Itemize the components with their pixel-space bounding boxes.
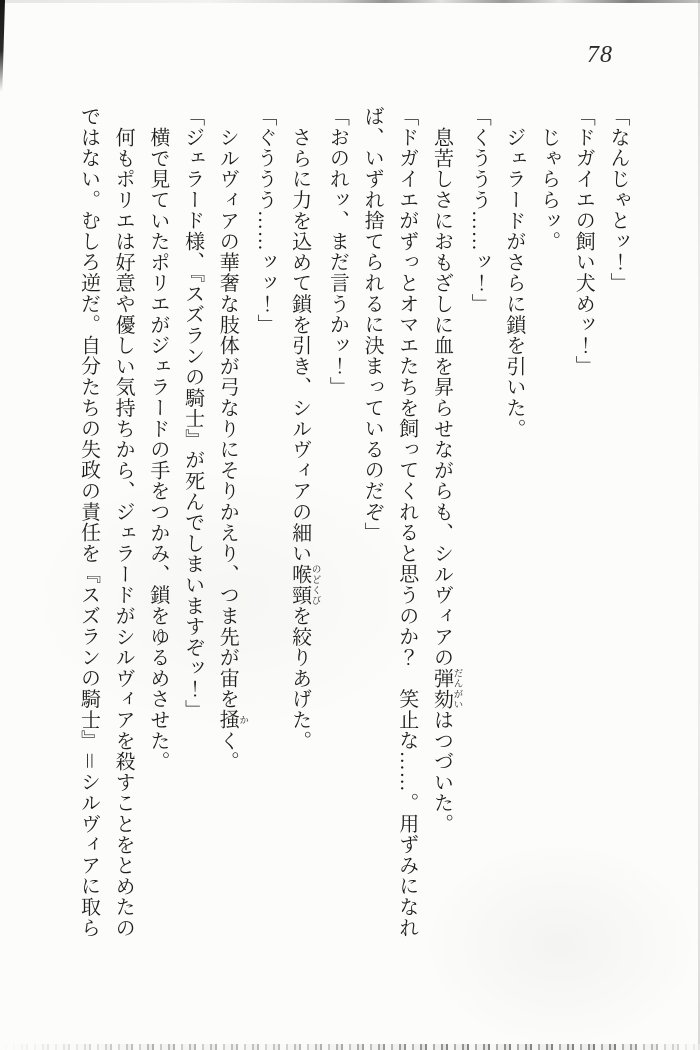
text-line-14: 横で見ていたポリエがジェラードの手をつかみ、鎖をゆるめさせた。 <box>146 127 169 772</box>
page-number: 78 <box>587 42 613 68</box>
scan-artifact-bottom-edge <box>0 1044 700 1050</box>
text-block <box>71 106 635 951</box>
text-line-7: 「ドガイエがずっとオマエたちを飼ってくれると思うのか？ 笑止な……。用ずみになれ <box>395 106 418 938</box>
text-line-12: シルヴィアの華奢な肢体が弓なりにそりかえり、つま先が宙を掻 かく。 <box>216 127 248 772</box>
text-line-2: 「ドガイエの飼い犬めッ！」 <box>572 106 595 377</box>
text-line-4: ジェラードがさらに鎖を引いた。 <box>502 127 525 439</box>
text-line-11: 「ぐううう……ッッ！」 <box>253 106 276 335</box>
text-line-16: ではない。むしろ逆だ。自分たちの失政の責任を『スズランの騎士』＝シルヴィアに取ら <box>77 106 100 938</box>
text-line-15: 何もポリエは好意や優しい気持ちから、ジェラードがシルヴィアを殺すことをとめたの <box>112 127 135 939</box>
ruby-annotated-word: 掻 か <box>216 709 248 731</box>
ruby-annotated-word: 弾劾 だんがい <box>430 667 462 710</box>
text-line-3: じゃららッ。 <box>537 127 560 252</box>
text-line-8: ば、いずれ捨てられるに決まっているのだぞ」 <box>361 106 384 543</box>
ruby-annotated-word: 喉頸 のどくび <box>288 563 320 606</box>
text-line-1: 「なんじゃとッ！」 <box>607 106 629 294</box>
text-line-9: 「おのれッ、まだ言うかッ！」 <box>326 106 349 398</box>
text-line-13: 「ジェラード様、『スズランの騎士』が死んでしまいますぞッ！」 <box>181 106 204 720</box>
text-line-6: 息苦しさにおもざしに血を昇らせながらも、シルヴィアの弾劾 だんがいはつづいた。 <box>430 127 462 835</box>
scan-artifact-left-edge <box>0 0 5 92</box>
text-line-10: さらに力を込めて鎖を引き、シルヴィアの細い喉頸 のどくびを絞りあげた。 <box>288 127 320 752</box>
scan-artifact-top-edge <box>0 0 700 3</box>
text-line-5: 「くううう……ッ！」 <box>468 106 491 314</box>
